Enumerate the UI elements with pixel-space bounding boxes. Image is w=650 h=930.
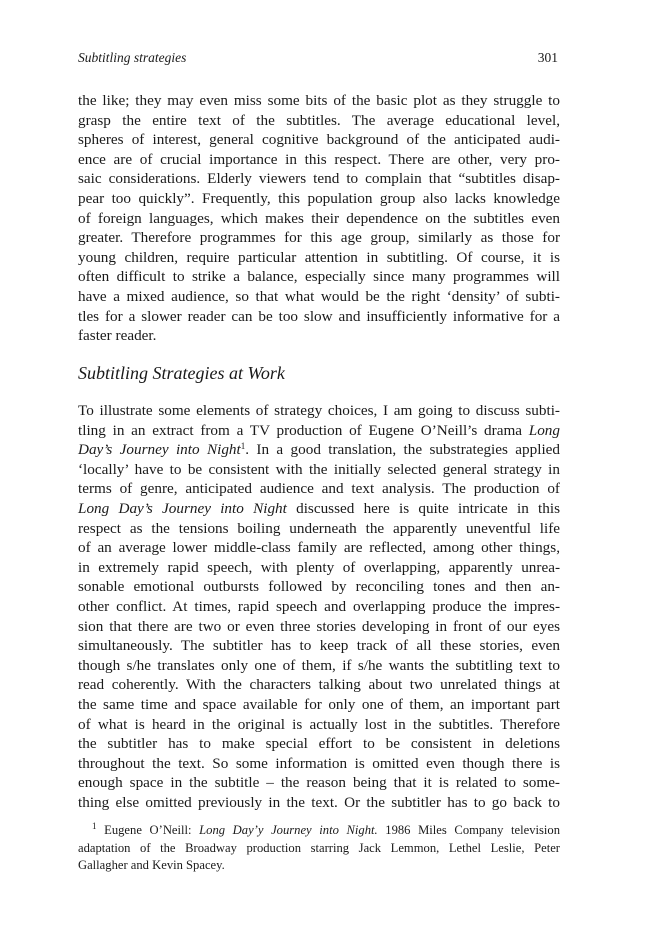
paragraph-line (78, 421, 560, 441)
footnote-marker: 1 (92, 821, 97, 831)
text-run: . In a good translation, the substrategies applied (245, 441, 561, 459)
paragraph-line: have a mixed audience, so that what would be the right ‘density’ of subti- (78, 287, 560, 305)
paragraph-line: tles for a slower reader can be too slow and insufficiently informative for a (78, 307, 560, 325)
paragraph-continued (78, 91, 560, 346)
paragraph-line: of foreign languages, which makes their dependence on the subtitles even (78, 209, 560, 227)
footnote-reference: 1 (240, 441, 246, 452)
page-number: 301 (537, 50, 558, 65)
footnote-line: Gallagher and Kevin Spacey. (78, 858, 225, 872)
paragraph-line: saic considerations. Elderly viewers tend to complain that “subtitles disap- (78, 170, 560, 188)
footnote-author: Eugene O’Neill: (104, 823, 200, 837)
footnote (78, 822, 560, 875)
paragraph-line: ence are of crucial importance in this respect. There are other, very pro- (78, 150, 560, 168)
paragraph-line: of an average lower middle-class family are reflected, among other things, (78, 539, 560, 557)
paragraph-line (78, 499, 560, 519)
play-title: Long (528, 421, 560, 439)
running-header (78, 50, 558, 70)
footnote-title: Long Day’y Journey into Night. (199, 823, 378, 837)
paragraph-line: read coherently. With the characters talking about two unrelated things at (78, 676, 560, 694)
play-title: Day’s Journey into Night (78, 441, 241, 459)
paragraph-line: of what is heard in the original is actually lost in the subtitles. Therefore (78, 715, 560, 733)
paragraph-line: other conflict. At times, rapid speech and overlapping produce the impres- (78, 597, 560, 615)
paragraph-line: enough space in the subtitle – the reason being that it is related to some- (78, 774, 560, 792)
paragraph-line: ‘locally’ have to be consistent with the initially selected general strategy in (78, 460, 560, 478)
text-run: discussed here is quite intricate in this (286, 499, 560, 517)
paragraph-line: young children, require particular attention in subtitling. Of course, it is (78, 248, 560, 266)
text-run: 1986 Miles Company television (377, 823, 561, 837)
paragraph-strategies (78, 401, 560, 812)
paragraph-line: often difficult to strike a balance, especially since many programmes will (78, 268, 560, 286)
paragraph-line: thing else omitted previously in the text. Or the subtitler has to go back to (78, 793, 560, 811)
paragraph-line: sion that there are two or even three stories developing in front of our eyes (78, 617, 560, 635)
paragraph-line: spheres of interest, general cognitive background of the anticipated audi- (78, 131, 560, 149)
paragraph-line: faster reader. (78, 327, 157, 345)
section-heading: Subtitling Strategies at Work (78, 363, 285, 383)
paragraph-line: grasp the entire text of the subtitles. The average educational level, (78, 111, 560, 129)
text-run: tling in an extract from a TV production of Eugene O’Neill’s drama (78, 421, 529, 439)
paragraph-line: pear too quickly”. Frequently, this population group also lacks knowledge (78, 189, 560, 207)
paragraph-line: simultaneously. The subtitler has to keep track of all these stories, even (78, 637, 560, 655)
paragraph-line: though s/he translates only one of them, if s/he wants the subtitling text to (78, 656, 560, 674)
running-title: Subtitling strategies (78, 50, 187, 65)
paragraph-line: throughout the text. So some information is omitted even though there is (78, 754, 560, 772)
paragraph-line: the subtitler has to make special effort to be consistent in deletions (78, 735, 560, 753)
paragraph-line: the like; they may even miss some bits of the basic plot as they struggle to (78, 92, 560, 109)
paragraph-line: the same time and space available for only one of them, an important part (78, 695, 560, 713)
paragraph-line: To illustrate some elements of strategy choices, I am going to discuss subti- (78, 402, 560, 419)
play-title: Long Day’s Journey into Night (78, 499, 287, 517)
paragraph-line: in extremely rapid speech, with plenty of overlapping, apparently unrea- (78, 558, 560, 576)
paragraph-line: greater. Therefore programmes for this age group, similarly as those for (78, 229, 560, 247)
paragraph-line: respect as the tensions boiling underneath the apparently uneventful life (78, 519, 560, 537)
paragraph-line: sonable emotional outbursts followed by reconciling tones and then an- (78, 578, 560, 596)
paragraph-line: terms of genre, anticipated audience and text analysis. The production of (78, 480, 560, 498)
footnote-line (78, 822, 560, 840)
paragraph-line (78, 440, 560, 460)
footnote-line: adaptation of the Broadway production starring Jack Lemmon, Lethel Leslie, Peter (78, 840, 560, 855)
